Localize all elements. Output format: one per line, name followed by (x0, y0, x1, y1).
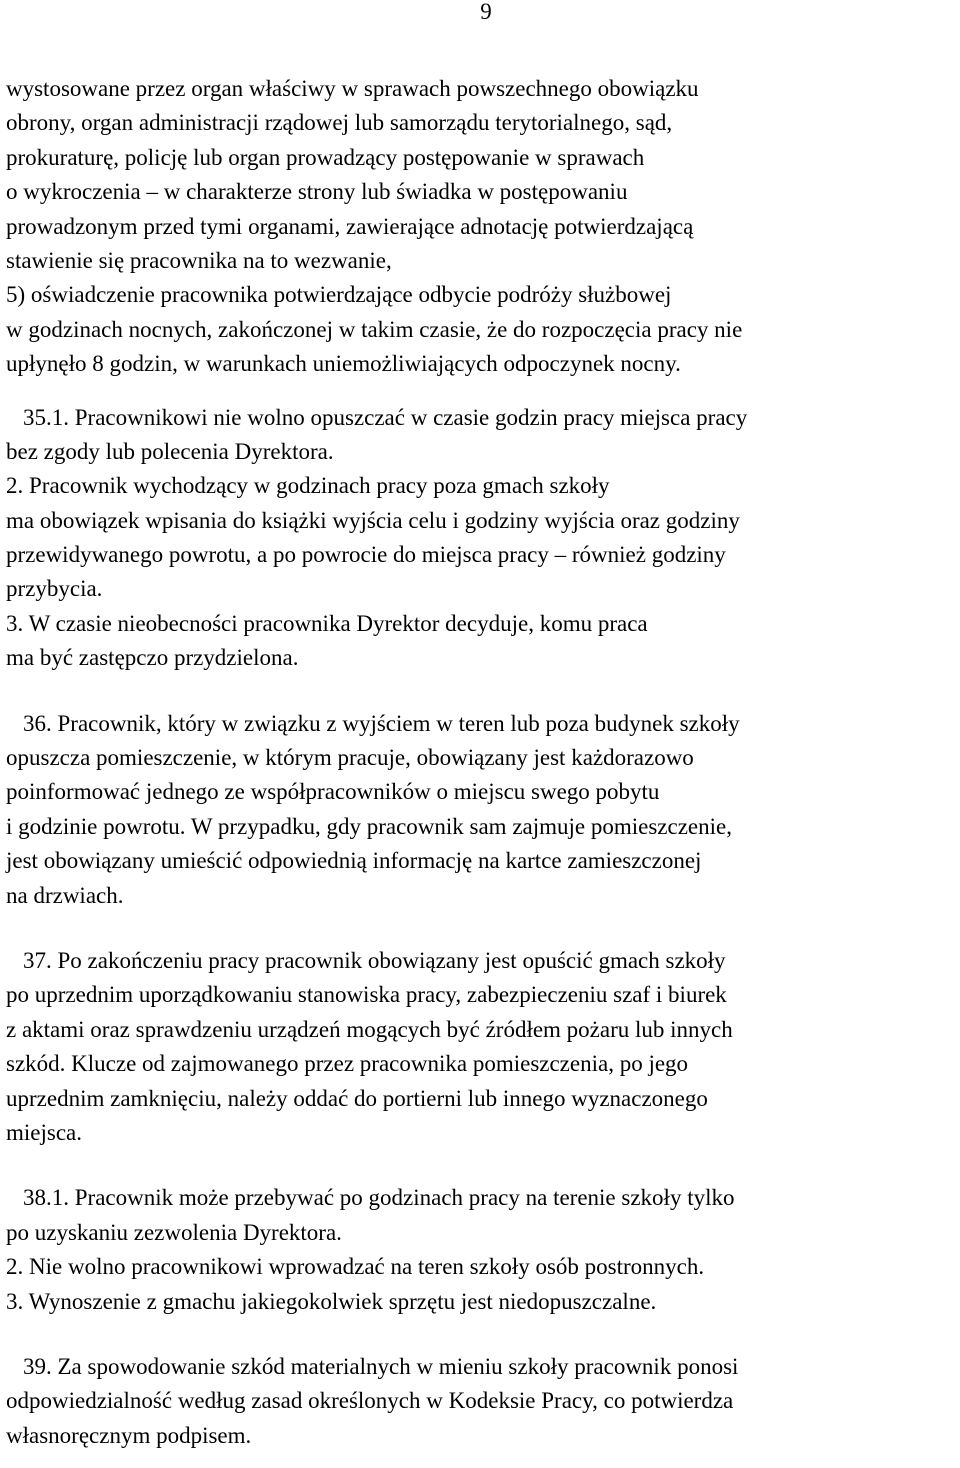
text-line: ma być zastępczo przydzielona. (6, 645, 299, 671)
paragraph-gap (6, 676, 958, 707)
text-line: szkód. Klucze od zajmowanego przez pracownika pomieszczenia, po jego (6, 1051, 689, 1077)
text-line: prokuraturę, policję lub organ prowadzący postępowanie w sprawach (6, 144, 645, 170)
text-line: przybycia. (6, 576, 103, 602)
paragraph-continuation (6, 72, 958, 382)
text-line: obrony, organ administracji rządowej lub samorządu terytorialnego, sąd, (6, 110, 673, 136)
text-line: uprzednim zamknięciu, należy oddać do portierni lub innego wyznaczonego (6, 1085, 708, 1111)
section-38 (6, 1181, 958, 1319)
section-35 (6, 401, 958, 676)
paragraph-gap (6, 1150, 958, 1181)
text-line: 36. Pracownik, który w związku z wyjściem w teren lub poza budynek szkoły (23, 710, 740, 736)
text-line: 38.1. Pracownik może przebywać po godzinach pracy na terenie szkoły tylko (23, 1185, 735, 1211)
text-line: wystosowane przez organ właściwy w sprawach powszechnego obowiązku (6, 76, 699, 101)
text-line: z aktami oraz sprawdzeniu urządzeń mogących być źródłem pożaru lub innych (6, 1016, 733, 1042)
text-line: 39. Za spowodowanie szkód materialnych w mieniu szkoły pracownik ponosi (23, 1353, 739, 1379)
text-line: w godzinach nocnych, zakończonej w takim czasie, że do rozpoczęcia pracy nie (6, 316, 743, 342)
text-line: bez zgody lub polecenia Dyrektora. (6, 438, 334, 464)
text-line: odpowiedzialność według zasad określonych w Kodeksie Pracy, co potwierdza (6, 1388, 734, 1414)
text-line: 5) oświadczenie pracownika potwierdzające odbycie podróży służbowej (6, 282, 672, 308)
text-line: opuszcza pomieszczenie, w którym pracuje, obowiązany jest każdorazowo (6, 745, 694, 771)
section-37 (6, 944, 958, 1150)
paragraph-gap (6, 1319, 958, 1350)
text-line: własnoręcznym podpisem. (6, 1422, 252, 1448)
text-line: jest obowiązany umieścić odpowiednią informację na kartce zamieszczonej (6, 848, 702, 874)
paragraph-gap (6, 382, 958, 401)
section-39 (6, 1350, 958, 1453)
page-number: 9 (480, 0, 492, 24)
text-line: miejsca. (6, 1119, 82, 1145)
text-line: 3. Wynoszenie z gmachu jakiegokolwiek sprzętu jest niedopuszczalne. (6, 1288, 657, 1314)
text-line: o wykroczenia – w charakterze strony lub świadka w postępowaniu (6, 179, 628, 205)
document-body (6, 72, 958, 1453)
text-line: ma obowiązek wpisania do książki wyjścia celu i godziny wyjścia oraz godziny (6, 507, 740, 533)
text-line: 3. W czasie nieobecności pracownika Dyrektor decyduje, komu praca (6, 610, 648, 636)
text-line: i godzinie powrotu. W przypadku, gdy pracownik sam zajmuje pomieszczenie, (6, 813, 732, 839)
text-line: na drzwiach. (6, 882, 124, 908)
section-36 (6, 707, 958, 913)
text-line: prowadzonym przed tymi organami, zawierające adnotację potwierdzającą (6, 213, 694, 239)
text-line: 37. Po zakończeniu pracy pracownik obowiązany jest opuścić gmach szkoły (23, 947, 726, 973)
text-line: po uprzednim uporządkowaniu stanowiska pracy, zabezpieczeniu szaf i biurek (6, 982, 727, 1008)
text-line: 2. Nie wolno pracownikowi wprowadzać na teren szkoły osób postronnych. (6, 1254, 705, 1280)
text-line: przewidywanego powrotu, a po powrocie do miejsca pracy – również godziny (6, 542, 726, 568)
text-line: stawienie się pracownika na to wezwanie, (6, 247, 392, 273)
text-line: poinformować jednego ze współpracowników o miejscu swego pobytu (6, 779, 660, 805)
text-line: po uzyskaniu zezwolenia Dyrektora. (6, 1219, 342, 1245)
text-line: 2. Pracownik wychodzący w godzinach pracy poza gmach szkoły (6, 473, 610, 499)
text-line: 35.1. Pracownikowi nie wolno opuszczać w czasie godzin pracy miejsca pracy (23, 404, 748, 430)
text-line: upłynęło 8 godzin, w warunkach uniemożliwiających odpoczynek nocny. (6, 351, 681, 377)
paragraph-gap (6, 913, 958, 944)
